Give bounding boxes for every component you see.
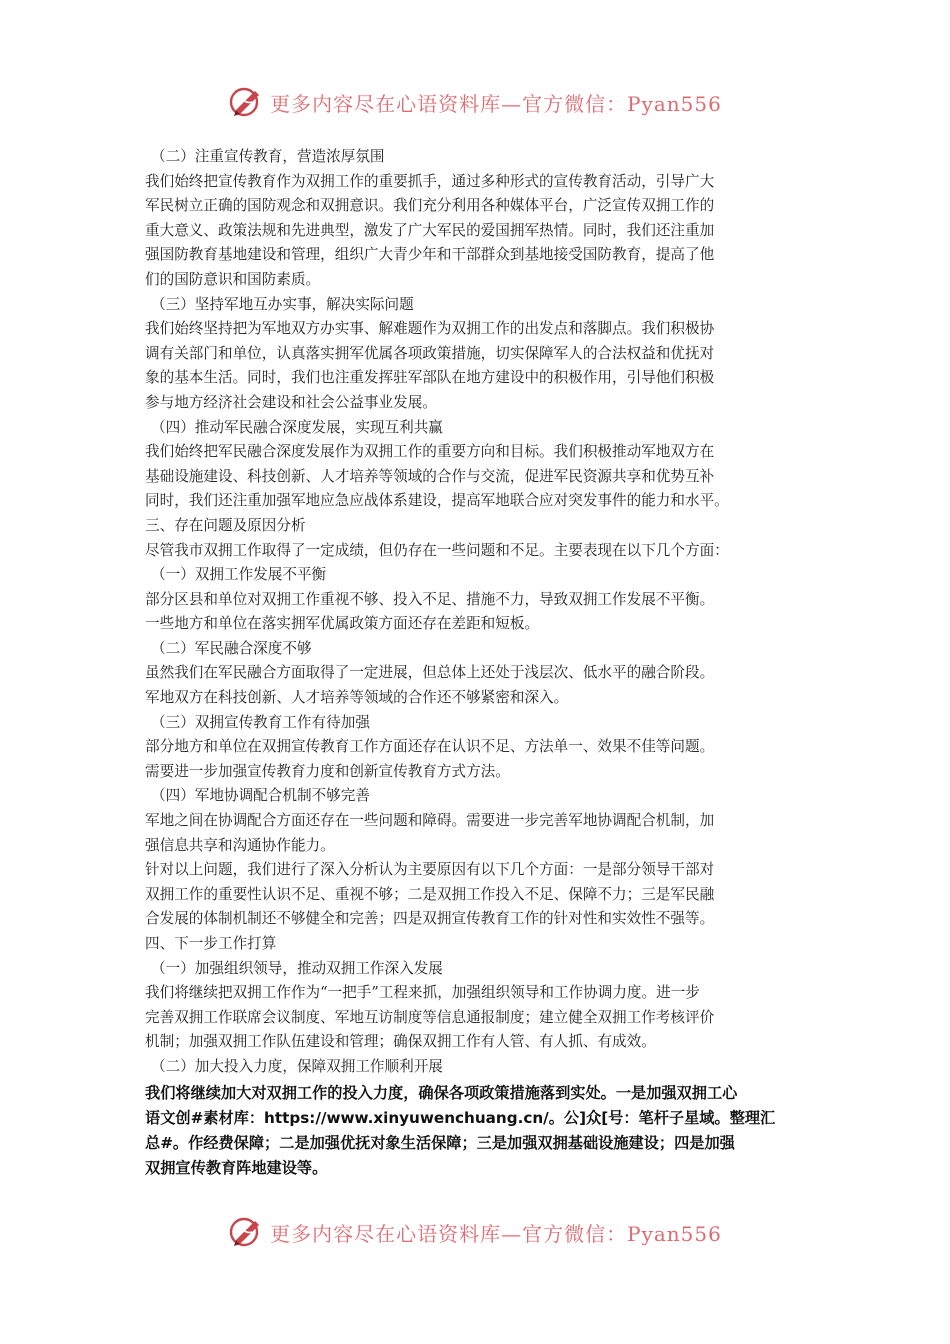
text-line: 机制；加强双拥工作队伍建设和管理；确保双拥工作有人管、有人抓、有成效。: [145, 1033, 656, 1051]
text-line: 一些地方和单位在落实拥军优属政策方面还存在差距和短板。: [145, 615, 540, 633]
text-line: 军地双方在科技创新、人才培养等领域的合作还不够紧密和深入。: [145, 689, 569, 707]
section-heading: （一）双拥工作发展不平衡: [151, 566, 327, 584]
text-line: 我们始终把宣传教育作为双拥工作的重要抓手，通过多种形式的宣传教育活动，引导广大: [145, 172, 715, 190]
text-line: 虽然我们在军民融合方面取得了一定进展，但总体上还处于浅层次、低水平的融合阶段。: [145, 664, 715, 682]
text-line: 完善双拥工作联席会议制度、军地互访制度等信息通报制度；建立健全双拥工作考核评价: [145, 1008, 715, 1026]
text-line: 我们始终把军民融合深度发展作为双拥工作的重要方向和目标。我们积极推动军地双方在: [145, 443, 715, 461]
section-heading: （三）双拥宣传教育工作有待加强: [151, 713, 370, 731]
pen-logo-icon: [228, 1214, 264, 1250]
text-line: 参与地方经济社会建设和社会公益事业发展。: [145, 393, 437, 411]
text-line: 们的国防意识和国防素质。: [145, 270, 321, 288]
text-line: 强国防教育基地建设和管理，组织广大青少年和干部群众到基地接受国防教育，提高了他: [145, 246, 715, 264]
document-body: [145, 145, 810, 1181]
section-heading: （四）军地协调配合机制不够完善: [151, 787, 370, 805]
footer-watermark-banner: [0, 1210, 950, 1254]
text-line: 同时，我们还注重加强军地应急应战体系建设，提高军地联合应对突发事件的能力和水平。: [145, 492, 729, 510]
text-line: 军民树立正确的国防观念和双拥意识。我们充分利用各种媒体平台，广泛宣传双拥工作的: [145, 197, 715, 215]
section-heading: （二）注重宣传教育，营造浓厚氛围: [151, 148, 385, 165]
text-line: 部分地方和单位在双拥宣传教育工作方面还存在认识不足、方法单一、效果不佳等问题。: [145, 738, 715, 756]
section-heading: （四）推动军民融合深度发展，实现互利共赢: [151, 418, 443, 436]
text-line: 部分区县和单位对双拥工作重视不够、投入不足、措施不力，导致双拥工作发展不平衡。: [145, 590, 715, 608]
text-line: 重大意义、政策法规和先进典型，激发了广大军民的爱国拥军热情。同时，我们还注重加: [145, 221, 715, 239]
bold-text-line: 总#。作经费保障；二是加强优抚对象生活保障；三是加强双拥基础设施建设；四是加强: [145, 1133, 735, 1152]
header-watermark-text: 更多内容尽在心语资料库—官方微信：Pyan556: [270, 91, 722, 116]
section-heading: （一）加强组织领导，推动双拥工作深入发展: [151, 959, 443, 977]
bold-paragraph: [145, 1081, 810, 1181]
body-text: [145, 145, 810, 1080]
text-line: 我们始终坚持把为军地双方办实事、解难题作为双拥工作的出发点和落脚点。我们积极协: [145, 320, 715, 338]
text-line: 基础设施建设、科技创新、人才培养等领域的合作与交流，促进军民资源共享和优势互补: [145, 467, 715, 485]
text-line: 需要进一步加强宣传教育力度和创新宣传教育方式方法。: [145, 762, 510, 780]
text-line: 象的基本生活。同时，我们也注重发挥驻军部队在地方建设中的积极作用，引导他们积极: [145, 369, 715, 387]
text-line: 军地之间在协调配合方面还存在一些问题和障碍。需要进一步完善军地协调配合机制，加: [145, 812, 715, 830]
footer-watermark-text: 更多内容尽在心语资料库—官方微信：Pyan556: [270, 1221, 722, 1246]
section-heading: （二）军民融合深度不够: [151, 639, 312, 657]
text-line: 针对以上问题，我们进行了深入分析认为主要原因有以下几个方面：一是部分领导干部对: [145, 861, 715, 879]
bold-text-line: 我们将继续加大对双拥工作的投入力度，确保各项政策措施落到实处。一是加强双拥工心: [145, 1083, 738, 1102]
text-line: 调有关部门和单位，认真落实拥军优属各项政策措施，切实保障军人的合法权益和优抚对: [145, 344, 715, 362]
text-line: 合发展的体制机制还不够健全和完善；四是双拥宣传教育工作的针对性和实效性不强等。: [145, 910, 715, 928]
text-line: 我们将继续把双拥工作作为“一把手”工程来抓，加强组织领导和工作协调力度。进一步: [145, 984, 700, 1002]
text-line: 双拥工作的重要性认识不足、重视不够；二是双拥工作投入不足、保障不力；三是军民融: [145, 885, 715, 903]
pen-logo-icon: [228, 84, 264, 120]
section-heading: （二）加大投入力度，保障双拥工作顺利开展: [151, 1057, 443, 1075]
header-watermark-banner: [0, 80, 950, 124]
text-line: 三、存在问题及原因分析: [145, 516, 306, 534]
text-line: 尽管我市双拥工作取得了一定成绩，但仍存在一些问题和不足。主要表现在以下几个方面：: [145, 541, 729, 559]
section-heading: （三）坚持军地互办实事，解决实际问题: [151, 295, 414, 313]
bold-text-line: 语文创#素材库：https://www.xinyuwenchuang.cn/。公]众[号：笔杆子星域。整理汇: [145, 1108, 776, 1127]
text-line: 四、下一步工作打算: [145, 935, 277, 952]
text-line: 强信息共享和沟通协作能力。: [145, 836, 335, 854]
bold-text-line: 双拥宣传教育阵地建设等。: [145, 1158, 328, 1177]
